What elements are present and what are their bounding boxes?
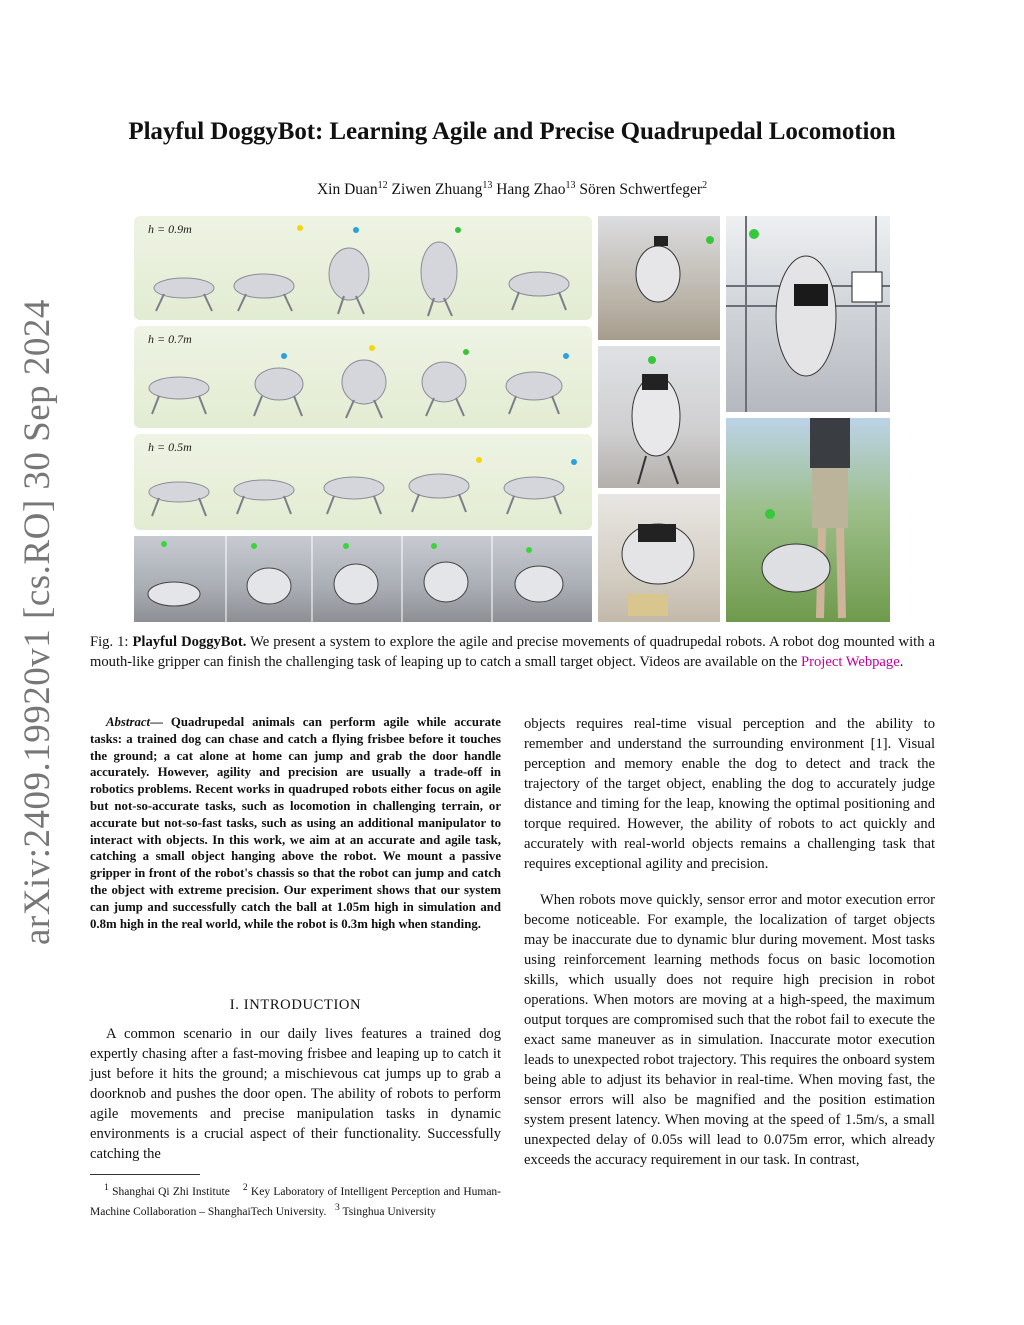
author-affiliation: 13 bbox=[482, 180, 493, 191]
height-label: h = 0.5m bbox=[148, 440, 192, 454]
height-label: h = 0.7m bbox=[148, 332, 192, 346]
robot-graphic bbox=[726, 216, 890, 412]
paragraph: A common scenario in our daily lives features a trained dog expertly chasing after a fast-moving frisbee and leaping up to catch it just before it hits the ground; a mischievous cat jumps up to grab a doorknob and pushes the door open. The ability of robots to perform agile movements and precise manipulation tasks in dynamic environments is a crucial aspect of their functionality. Successfully catching the bbox=[90, 1026, 501, 1162]
footnote-rule bbox=[90, 1174, 200, 1175]
robot-graphic bbox=[726, 418, 890, 622]
footnote-mark: 3 bbox=[335, 1201, 340, 1213]
caption-bold: Playful DoggyBot. bbox=[132, 634, 247, 650]
caption-end: . bbox=[899, 654, 904, 670]
caption-prefix: Fig. 1: bbox=[90, 634, 133, 650]
affiliation: Tsinghua University bbox=[342, 1205, 436, 1218]
footnote-mark: 2 bbox=[242, 1182, 248, 1193]
affiliations-footnote bbox=[90, 1180, 501, 1220]
standing-robot-photo bbox=[598, 346, 720, 488]
abstract bbox=[90, 714, 501, 932]
real-world-sequence-photo bbox=[134, 536, 592, 622]
paragraph: objects requires real-time visual perception and the ability to remember and understand the surrounding environment [1]. Visual perception and memory enable the dog to detect and track the trajectory of the target object, enabling the dog to accurately judge distance and timing for the leap, knowing the optimal positioning and torque required. However, the ability of robots to act quickly and accurately with real-world objects remains a challenging task that requires exceptional agility and precision. bbox=[524, 716, 935, 872]
author-list bbox=[0, 180, 1024, 199]
author-name: Ziwen Zhuang bbox=[391, 181, 483, 199]
robot-sequence-graphic bbox=[134, 536, 592, 622]
paragraph: When robots move quickly, sensor error and motor execution error become noticeable. For example, the localization of target objects may be inaccurate due to dynamic blur during movement. Most tasks using reinforcement learning methods focus on basic locomotion skills, which usually does not require high precision in robot operations. When motors are moving at a high-speed, the maximum output torques are compromised such that the robot fail to execute the exact same maneuver as in simulation. Inaccurate motor execution leads to unexpected robot trajectory. This requires the onboard system being able to adjust its behavior in real-time. When moving fast, the sensor errors will also be magnified and the position estimation system present latency. When moving at the speed of 1.5m/s, a small unexpected delay of 0.05s will lead to 0.075m error, which already exceeds the accuracy requirement in our task. In contrast, bbox=[524, 892, 935, 1168]
affiliation: Shanghai Qi Zhi Institute bbox=[112, 1185, 230, 1198]
caption-text: We present a system to explore the agile and precise movements of quadrupedal robots. A robot dog mounted with a mouth-like gripper can finish the challenging task of leaping up to catch a small target object. Videos are available on the bbox=[90, 634, 935, 670]
author-name: Sören Schwertfeger bbox=[579, 181, 703, 199]
intro-left-column bbox=[90, 1024, 501, 1164]
arxiv-identifier: arXiv:2409.19920v1 [cs.RO] 30 Sep 2024 bbox=[17, 299, 58, 945]
paper-title: Playful DoggyBot: Learning Agile and Precise Quadrupedal Locomotion bbox=[128, 118, 896, 145]
figure-1 bbox=[134, 216, 890, 622]
footnote-mark: 1 bbox=[104, 1182, 109, 1193]
author-affiliation: 2 bbox=[702, 180, 708, 191]
author-affiliation: 13 bbox=[565, 180, 576, 191]
door-jump-photo bbox=[726, 216, 890, 412]
section-heading: I. INTRODUCTION bbox=[229, 997, 362, 1013]
sim-row-0.7m bbox=[134, 326, 592, 428]
sim-row-0.5m bbox=[134, 434, 592, 530]
figure-caption bbox=[90, 632, 935, 672]
robot-graphic bbox=[598, 346, 720, 488]
robot-sequence-graphic bbox=[134, 326, 592, 428]
author-name: Hang Zhao bbox=[496, 181, 566, 199]
right-column bbox=[524, 714, 935, 1170]
robot-sequence-graphic bbox=[134, 434, 592, 530]
abstract-label: Abstract bbox=[106, 715, 151, 729]
outdoor-catch-photo bbox=[726, 418, 890, 622]
robot-graphic bbox=[598, 494, 720, 622]
author-affiliation: 12 bbox=[377, 180, 388, 191]
affiliation: Key Laboratory of Intelligent Perception and Human-Machine Collaboration – ShanghaiTech University. bbox=[90, 1185, 502, 1218]
robot-graphic bbox=[598, 216, 720, 340]
author-name: Xin Duan bbox=[316, 181, 378, 199]
robot-sequence-graphic bbox=[134, 216, 592, 320]
lab-jump-photo bbox=[598, 216, 720, 340]
handheld-target-photo bbox=[598, 494, 720, 622]
abstract-text: — Quadrupedal animals can perform agile while accurate tasks: a trained dog can chase and catch a flying frisbee before it touches the ground; a cat alone at home can jump and grab the door handle accurately. However, agility and precision are usually a trade-off in robotics problems. Recent works in quadruped robots either focus on agile but not-so-accurate tasks, such as locomotion in challenging terrain, or accurate but not-so-fast tasks, such as using an additional manipulator to interact with objects. In this work, we aim at an accurate and agile task, catching a small object hanging above the robot. We mount a passive gripper in front of the robot's chassis so that the robot can jump and catch the object with extreme precision. Our experiment shows that our system can jump and successfully catch the ball at 1.05m high in simulation and 0.8m high in the real world, while the robot is 0.3m high when standing. bbox=[90, 715, 501, 931]
sim-row-0.9m bbox=[134, 216, 592, 320]
height-label: h = 0.9m bbox=[148, 222, 192, 236]
project-webpage-link[interactable]: Project Webpage bbox=[801, 654, 900, 670]
